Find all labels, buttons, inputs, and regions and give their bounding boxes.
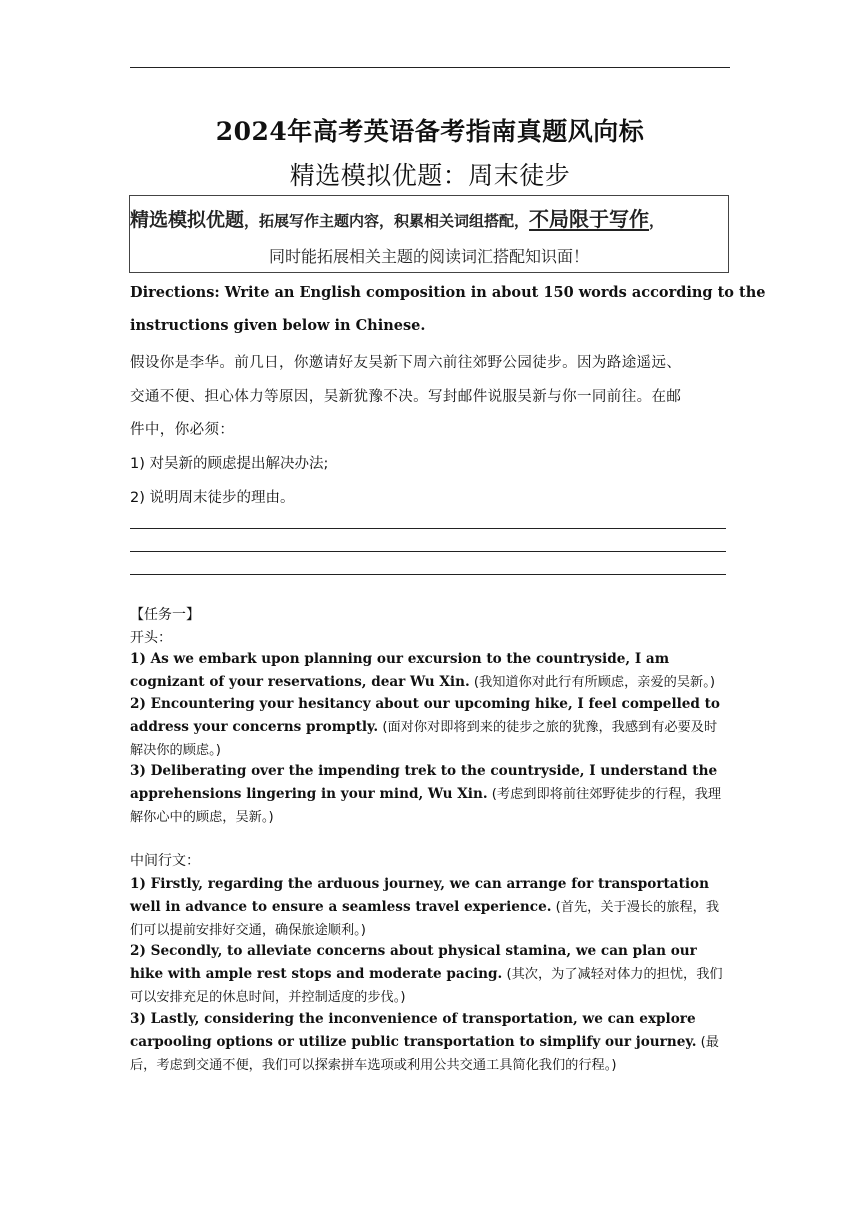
notice-line-1 [130,203,730,232]
notice-text: ，拓展写作主题内容，积累相关词组搭配， [244,212,530,230]
answer-line [130,574,726,575]
item-chinese: (首先，关于漫长的旅程，我们可以提前安排好交通，确保旅途顺利。) [130,899,720,938]
directions-line-2: instructions given below in Chinese. [130,317,426,334]
middle-label: 中间行文： [130,853,200,869]
item-english: 3) Lastly, considering the inconvenience of transportation, we can explore carpooling options or utilize public transportation to simplify our journey. [130,1011,697,1050]
requirement-1: 1) 对吴新的顾虑提出解决办法; [130,456,329,472]
answer-line [130,528,726,529]
item-chinese: (考虑到即将前往郊野徒步的行程，我理解你心中的顾虑，吴新。) [130,786,722,825]
item-chinese: (面对你对即将到来的徒步之旅的犹豫，我感到有必要及时解决你的顾虑。) [130,719,718,758]
page-subtitle: 精选模拟优题：周末徒步 [289,161,571,190]
header-rule [130,67,730,68]
prompt-line-2: 交通不便、担心体力等原因，吴新犹豫不决。写封邮件说服吴新与你一同前往。在邮 [130,389,682,405]
opening-label: 开头： [130,630,172,646]
item-english: 2) Secondly, to alleviate concerns about physical stamina, we can plan our hike with ample rest stops and moderate pacing. [130,943,697,982]
notice-comma: ， [649,212,665,230]
notice-emphasis: 精选模拟优题 [130,209,245,231]
middle-item [130,1008,730,1078]
notice-line-2: 同时能拓展相关主题的阅读词汇搭配知识面！ [268,247,589,266]
opening-item [130,760,730,830]
middle-item [130,940,730,1010]
item-chinese: (最后，考虑到交通不便，我们可以探索拼车选项或利用公共交通工具简化我们的行程。) [130,1034,719,1073]
opening-item [130,648,730,694]
notice-underlined: 不局限于写作 [529,207,650,231]
answer-line [130,551,726,552]
prompt-line-3: 件中，你必须： [130,422,235,438]
item-english: 2) Encountering your hesitancy about our upcoming hike, I feel compelled to address your concerns promptly. [130,696,721,735]
item-english: 3) Deliberating over the impending trek to the countryside, I understand the apprehensions lingering in your mind, Wu Xin. [130,763,718,802]
prompt-line-1: 假设你是李华。前几日，你邀请好友吴新下周六前往郊野公园徒步。因为路途遥远、 [130,355,682,371]
item-english: 1) As we embark upon planning our excursion to the countryside, I am cognizant of your reservations, dear Wu Xin. [130,651,670,690]
task-heading: 【任务一】 [130,607,200,623]
middle-item [130,873,730,943]
opening-item [130,693,730,763]
item-chinese: (我知道你对此行有所顾虑，亲爱的吴新。) [469,674,715,690]
item-chinese: (其次，为了减轻对体力的担忧，我们可以安排充足的休息时间，并控制适度的步伐。) [130,966,723,1005]
requirement-2: 2) 说明周末徒步的理由。 [130,490,295,506]
directions-line-1: Directions: Write an English composition in about 150 words according to the [130,284,766,301]
notice-box [129,195,729,273]
item-english: 1) Firstly, regarding the arduous journey, we can arrange for transportation well in advance to ensure a seamless travel experience. [130,876,710,915]
page-title: 2024年高考英语备考指南真题风向标 [215,117,645,146]
